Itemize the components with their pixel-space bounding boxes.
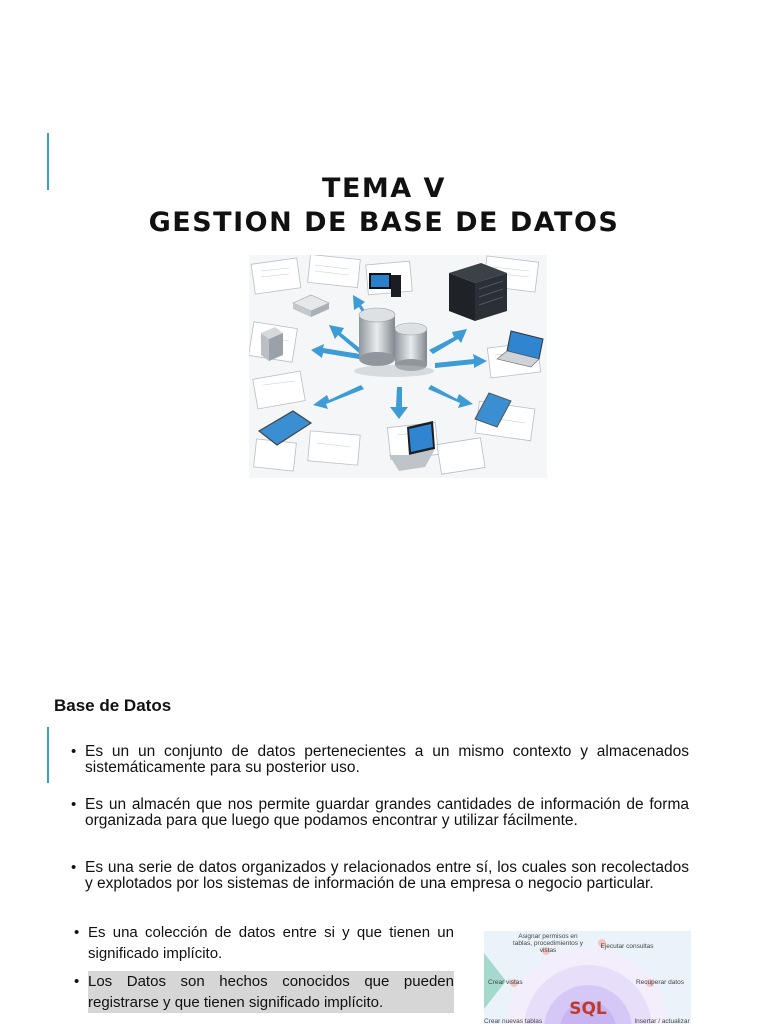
bullet-text: • Es una colección de datos entre si y que tienen un significado implícito. [88,924,454,962]
slide-title-line2: GESTION DE BASE DE DATOS [148,207,620,238]
bullet-item-3 [71,860,689,892]
database-network-illustration [249,255,547,478]
bullet-text: • Es un un conjunto de datos pertenecientes a un mismo contexto y almacenados sistemáticamente para su posterior uso. [85,743,689,776]
section-heading: Base de Datos [54,696,172,715]
bullet-text-highlighted: • Los Datos son hechos conocidos que pueden registrarse y que tienen significado implícito. [88,973,454,1011]
bullet-item-2 [71,797,689,829]
slide-title-line1: TEMA V [322,173,446,204]
bullet-item-5 [74,971,454,1013]
sql-label-permisos: Asignar permisos en tablas, procedimientos y vistas [512,933,584,954]
bullet-text: • Es una serie de datos organizados y relacionados entre sí, los cuales son recolectados y explotados por los sistemas de información de una empresa o negocio particular. [85,859,689,892]
sql-diagram [484,931,691,1024]
bullet-text: • Es un almacén que nos permite guardar grandes cantidades de información de forma organizada para que luego que podamos encontrar y utilizar fácilmente. [85,796,689,829]
sql-label-insertar: Insertar / actualizar [634,1018,690,1024]
sql-label-tablas: Crear nuevas tablas [484,1018,543,1024]
sql-label-consultas: Ejecutar consultas [600,943,654,950]
database-network-graphic [249,255,547,478]
bullet-item-4 [74,922,454,964]
slide2-accent-bar [47,727,49,783]
sql-label-vistas: Crear vistas [488,979,523,986]
bullet-item-1 [71,744,689,776]
sql-label-recuperar: Recuperar datos [635,979,685,986]
sql-center-label: SQL [569,999,607,1019]
